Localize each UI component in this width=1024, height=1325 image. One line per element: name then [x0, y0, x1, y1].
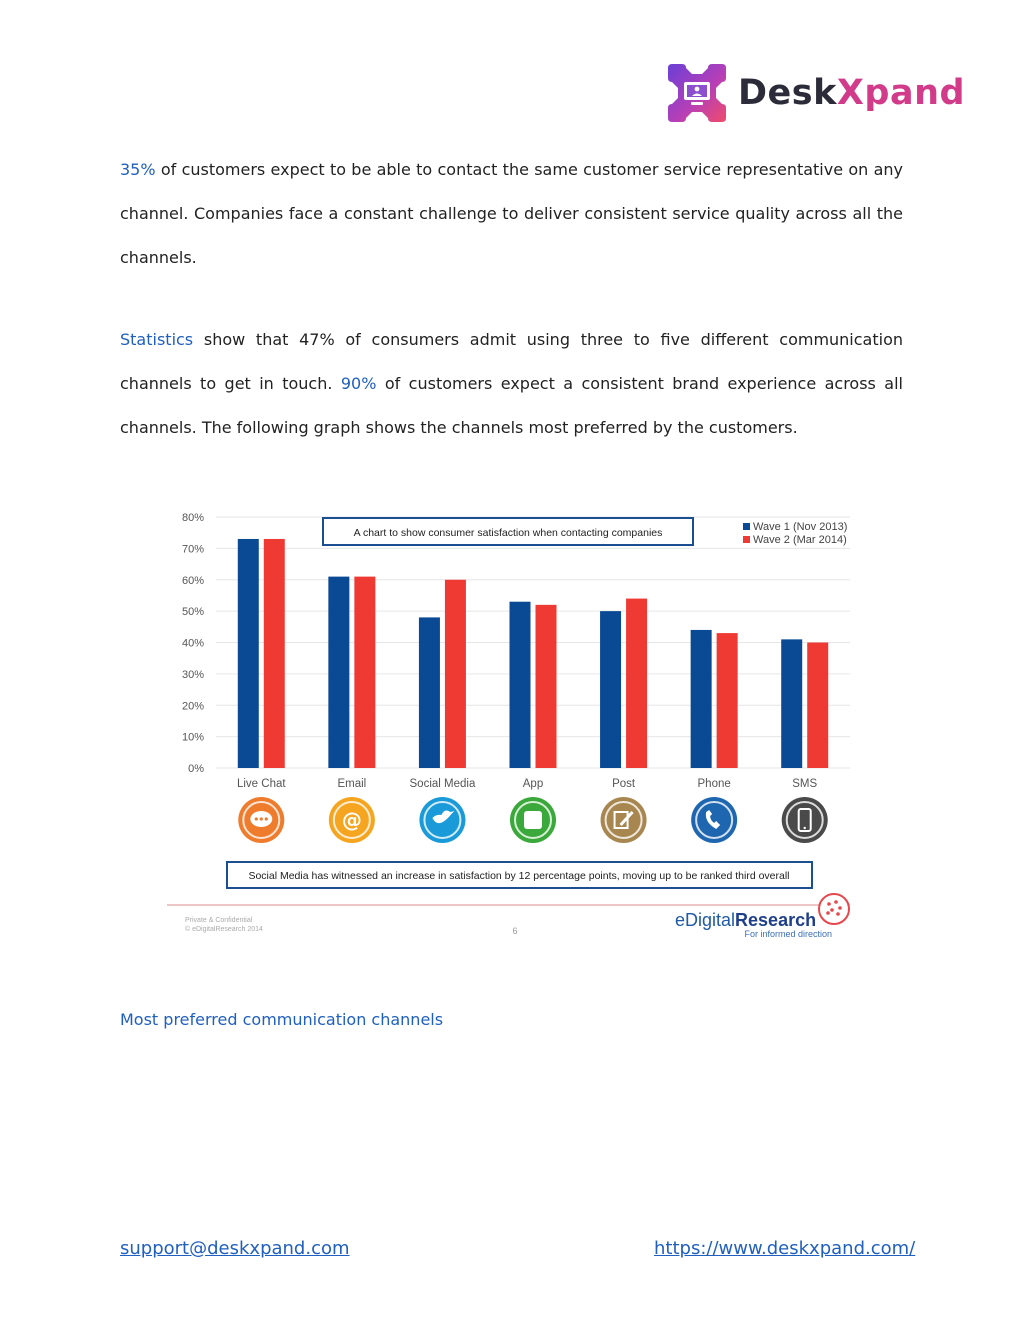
satisfaction-bar-chart	[160, 500, 860, 950]
paragraph-1-text: of customers expect to be able to contact the same customer service representative on any channel. Companies face a constant challenge to deliver consistent service quality across all the channels.	[120, 160, 903, 267]
y-tick-label: 20%	[181, 700, 204, 713]
x-tick-label: SMS	[792, 778, 818, 790]
app-square	[524, 811, 542, 829]
brand-logo-dot	[830, 908, 834, 912]
y-tick-label: 10%	[181, 731, 204, 744]
mobile-button	[804, 827, 806, 829]
bar	[328, 577, 349, 768]
bar	[264, 539, 285, 768]
bar	[419, 617, 440, 768]
x-tick-label: Live Chat	[236, 778, 286, 790]
stat-link-90[interactable]: 90%	[340, 374, 377, 393]
brand-logo-dot	[826, 911, 830, 915]
bar	[717, 633, 738, 768]
y-tick-label: 50%	[181, 606, 204, 619]
slide-footer-text: © eDigitalResearch 2014	[185, 926, 263, 933]
bar	[238, 539, 259, 768]
legend-label: Wave 2 (Mar 2014)	[753, 534, 847, 546]
website-link[interactable]: https://www.deskxpand.com/	[654, 1238, 916, 1259]
brand-part-a: eDigital	[675, 910, 736, 930]
brand-logo-dot	[827, 902, 831, 906]
paragraph-2-text-1: show that 47% of consumers admit using three to five different communication channels to get in touch.	[120, 330, 903, 393]
legend-swatch	[743, 536, 750, 543]
bar	[510, 602, 531, 768]
logo-wordmark	[738, 73, 965, 113]
brand-logo-dot	[836, 912, 840, 916]
mobile-icon	[782, 797, 828, 843]
deskxpand-logo	[664, 60, 965, 126]
brand-part-b: Research	[735, 910, 817, 930]
x-tick-label: App	[522, 778, 544, 790]
chat-dot	[260, 817, 263, 820]
statistics-link[interactable]: Statistics	[120, 330, 194, 349]
support-email-link[interactable]: support@deskxpand.com	[120, 1238, 350, 1259]
y-tick-label: 40%	[181, 637, 204, 650]
slide-footer-text: Private & Confidential	[185, 917, 253, 924]
brand-logo-icon	[819, 894, 849, 924]
bar	[536, 605, 557, 768]
chart-title: A chart to show consumer satisfaction when contacting companies	[353, 527, 663, 539]
brand-logo-dot	[838, 906, 842, 910]
y-tick-label: 0%	[188, 763, 204, 775]
x-tick-label: Social Media	[409, 778, 476, 790]
phone-icon	[691, 797, 737, 843]
brand-logo-dot	[834, 900, 838, 904]
y-tick-label: 60%	[181, 574, 204, 587]
logo-wordmark-a: Desk	[738, 73, 837, 113]
x-tick-label: Phone	[697, 778, 731, 790]
chart-caption: Most preferred communication channels	[120, 1010, 444, 1029]
stat-link-35[interactable]: 35%	[120, 160, 156, 179]
y-tick-label: 30%	[181, 668, 204, 681]
x-tick-label: Post	[612, 778, 636, 790]
edigital-brand	[675, 910, 816, 930]
bar	[781, 639, 802, 768]
at-symbol: @	[341, 808, 362, 832]
x-tick-label: Email	[337, 778, 367, 790]
slide-page-number: 6	[512, 926, 518, 936]
bar	[445, 580, 466, 768]
paragraph-2	[120, 318, 903, 450]
chat-dot	[265, 817, 268, 820]
annotation-text: Social Media has witnessed an increase in satisfaction by 12 percentage points, moving up to be ranked third overall	[248, 870, 790, 882]
paragraph-2-text-2: of customers expect a consistent brand experience across all channels. The following graph shows the channels most preferred by the customers.	[120, 374, 904, 437]
y-tick-label: 70%	[181, 543, 204, 556]
paragraph-1	[120, 148, 903, 280]
bar	[626, 599, 647, 768]
legend-swatch	[743, 523, 750, 530]
legend-label: Wave 1 (Nov 2013)	[753, 521, 848, 533]
bar	[354, 577, 375, 768]
bar	[807, 643, 828, 769]
logo-wordmark-b: Xpand	[836, 73, 966, 113]
y-tick-label: 80%	[181, 512, 204, 524]
brand-tagline: For informed direction	[744, 929, 832, 939]
deskxpand-logo-icon	[664, 60, 730, 126]
bar	[600, 611, 621, 768]
chat-dot	[255, 817, 258, 820]
bar	[691, 630, 712, 768]
